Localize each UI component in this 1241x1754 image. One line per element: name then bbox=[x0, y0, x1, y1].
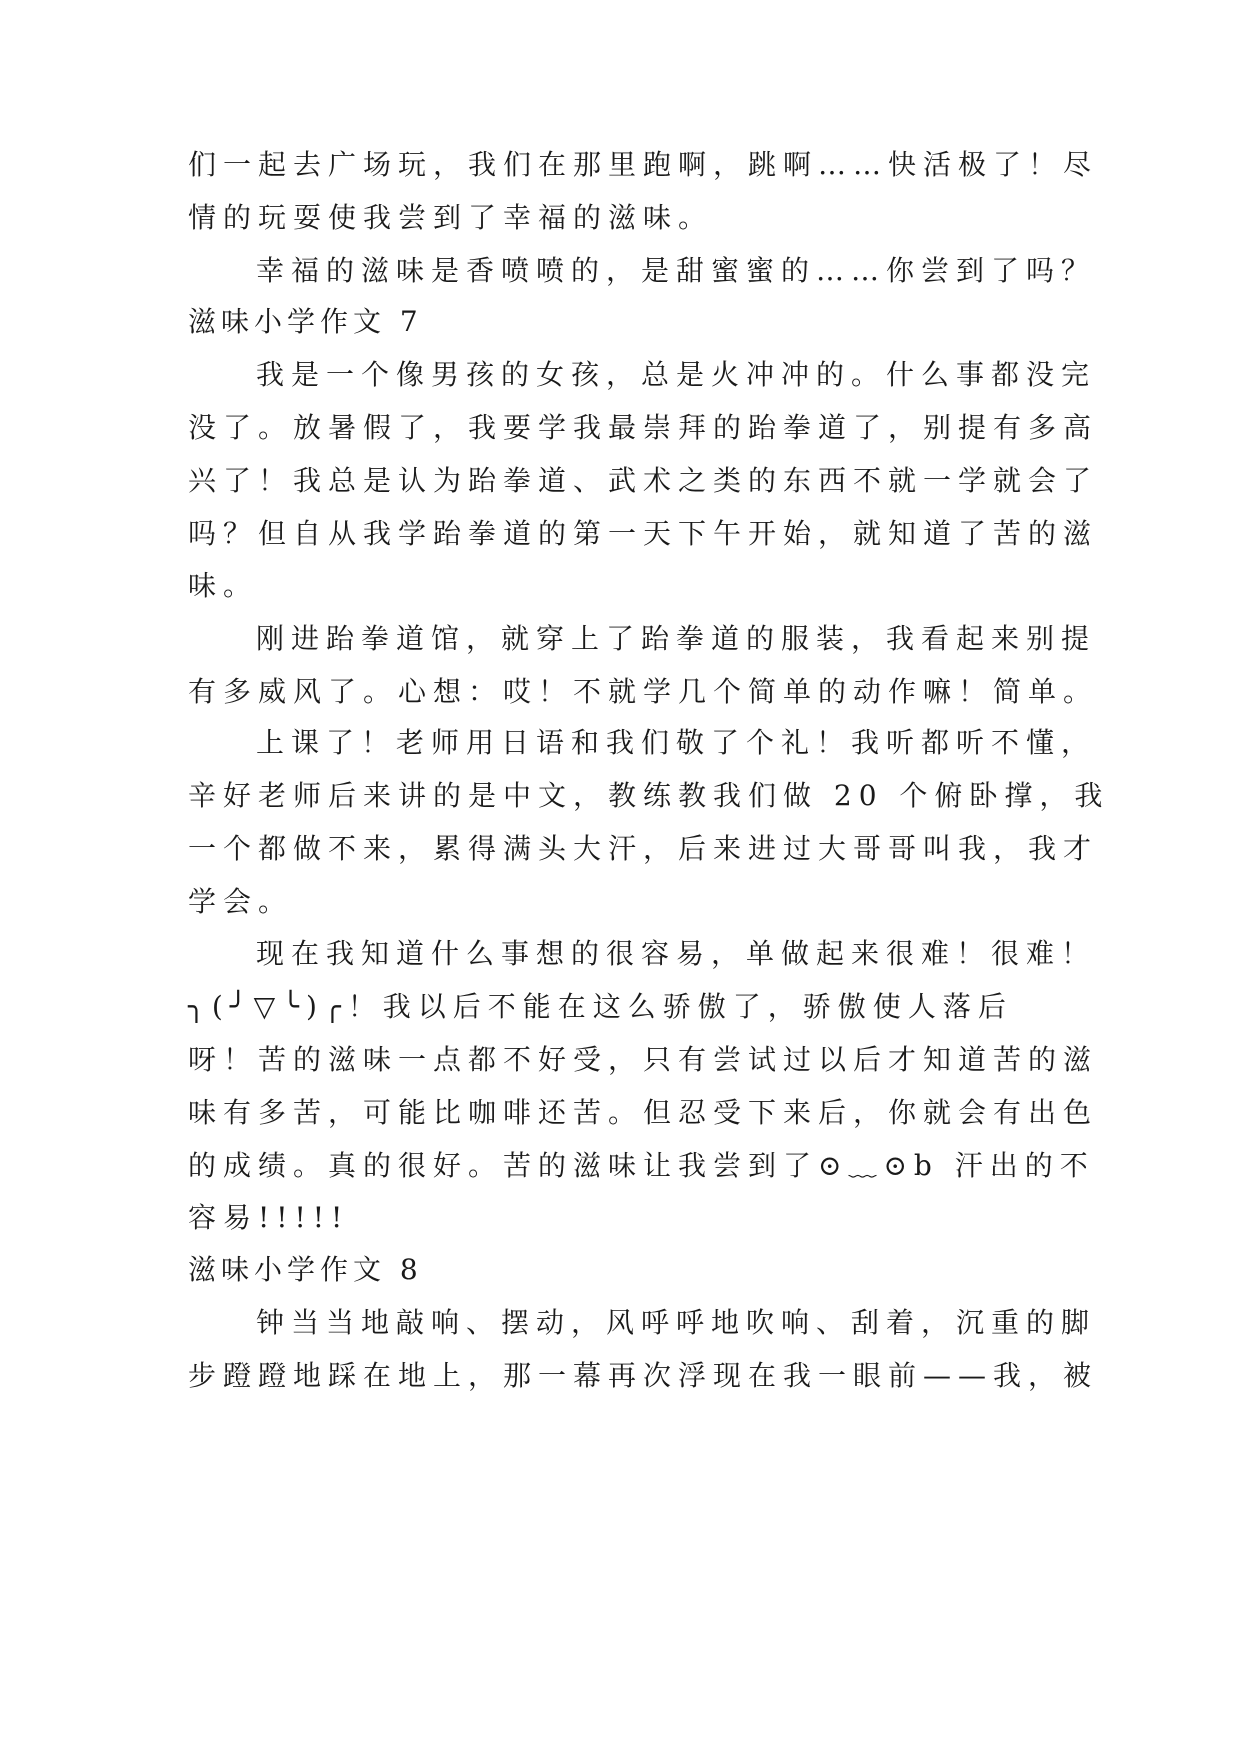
text-line: 有多威风了。心想：哎！不就学几个简单的动作嘛！简单。 bbox=[188, 675, 1099, 708]
text-line: ╮(╯▽╰)╭！我以后不能在这么骄傲了，骄傲使人落后 bbox=[188, 990, 1013, 1023]
text-line: 步蹬蹬地踩在地上，那一幕再次浮现在我一眼前——我，被 bbox=[188, 1359, 1099, 1392]
text-line: 没了。放暑假了，我要学我最崇拜的跆拳道了，别提有多高 bbox=[188, 411, 1099, 444]
text-line: 容易!!!!! bbox=[188, 1201, 350, 1234]
text-line: 刚进跆拳道馆，就穿上了跆拳道的服装，我看起来别提 bbox=[256, 622, 1097, 655]
text-line: 我是一个像男孩的女孩，总是火冲冲的。什么事都没完 bbox=[256, 358, 1097, 391]
text-line: 们一起去广场玩，我们在那里跑啊，跳啊……快活极了！尽 bbox=[188, 148, 1099, 181]
text-line: 兴了！我总是认为跆拳道、武术之类的东西不就一学就会了 bbox=[188, 464, 1099, 497]
text-line: 吗？但自从我学跆拳道的第一天下午开始，就知道了苦的滋 bbox=[188, 517, 1099, 550]
text-line: 幸福的滋味是香喷喷的，是甜蜜蜜的……你尝到了吗？ bbox=[256, 254, 1097, 287]
text-line: 呀！苦的滋味一点都不好受，只有尝试过以后才知道苦的滋 bbox=[188, 1043, 1099, 1076]
text-line: 的成绩。真的很好。苦的滋味让我尝到了⊙﹏⊙b 汗出的不 bbox=[188, 1149, 1095, 1182]
text-line: 学会。 bbox=[188, 885, 294, 918]
section-heading: 滋味小学作文 7 bbox=[188, 305, 423, 338]
text-line: 味。 bbox=[188, 569, 259, 602]
text-line: 一个都做不来，累得满头大汗，后来进过大哥哥叫我，我才 bbox=[188, 832, 1099, 865]
text-line: 辛好老师后来讲的是中文，教练教我们做 20 个俯卧撑，我 bbox=[188, 779, 1110, 812]
section-heading: 滋味小学作文 8 bbox=[188, 1253, 423, 1286]
text-line: 上课了！老师用日语和我们敬了个礼！我听都听不懂， bbox=[256, 726, 1097, 759]
text-line: 情的玩耍使我尝到了幸福的滋味。 bbox=[188, 201, 714, 234]
text-line: 味有多苦，可能比咖啡还苦。但忍受下来后，你就会有出色 bbox=[188, 1096, 1099, 1129]
text-line: 现在我知道什么事想的很容易，单做起来很难！很难！ bbox=[256, 937, 1097, 970]
text-line: 钟当当地敲响、摆动，风呼呼地吹响、刮着，沉重的脚 bbox=[256, 1306, 1097, 1339]
